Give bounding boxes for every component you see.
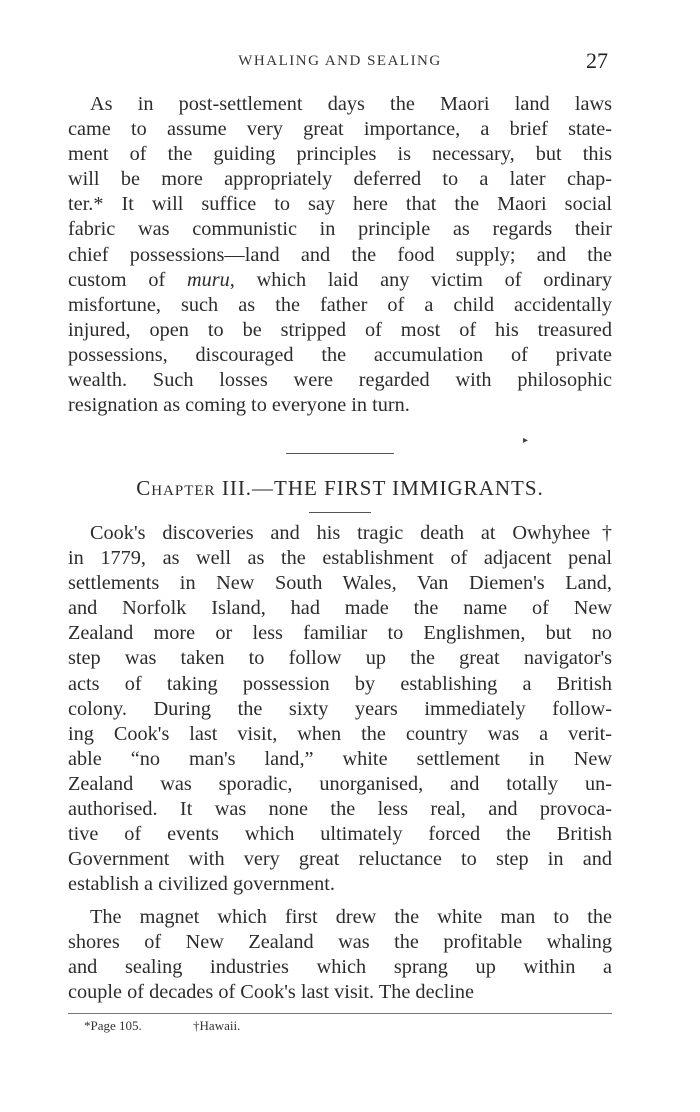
text-line: injured, open to be stripped of most of his treasured [68,318,612,341]
text-line: Government with very great reluctance to step in and [68,848,612,871]
text-line: ter.* It will suffice to say here that the Maori social [68,193,612,216]
text-line: The magnet which first drew the white man to the [90,906,612,928]
footnote-rule [68,1013,612,1014]
text-line: will be more appropriately deferred to a later chap- [68,168,612,191]
text-line: authorised. It was none the less real, and provoca- [68,798,612,821]
text-line: acts of taking possession by establishing a British [68,672,612,695]
text-line: establish a civilized government. [68,873,335,896]
section-divider [286,453,394,454]
text-line: Cook's discoveries and his tragic death at Owhyhee† [90,522,612,544]
paragraph-magnet [68,905,612,1005]
text-line: fabric was communistic in principle as regards their [68,218,612,241]
text-line: and sealing industries which sprang up within a [68,956,612,979]
text-line: shores of New Zealand was the profitable whaling [68,931,612,954]
text-line: tive of events which ultimately forced the British [68,823,612,846]
text-line: and Norfolk Island, had made the name of New [68,597,612,620]
text-line: settlements in New South Wales, Van Diemen's Land, [68,572,612,595]
footnotes [84,1018,288,1034]
paragraph-text [68,92,612,418]
paragraph-cooks-discoveries [68,521,612,897]
paragraph-text [68,521,612,897]
text-line: able “no man's land,” white settlement in New [68,747,612,770]
paragraph-maori-land-laws [68,92,612,418]
chapter-heading [68,476,612,501]
text-line: possessions, discouraged the accumulation of private [68,343,612,366]
text-line: ing Cook's last visit, when the country was a verit- [68,722,612,745]
running-title: WHALING AND SEALING [238,53,442,69]
running-head [68,50,612,74]
page-number: 27 [586,48,608,73]
chapter-title: III.—THE FIRST IMMIGRANTS. [215,476,544,500]
text-line: misfortune, such as the father of a child accidentally [68,293,612,316]
text-line: came to assume very great importance, a brief state- [68,118,612,141]
text-line: resignation as coming to everyone in turn. [68,394,410,417]
text-line: in 1779, as well as the establishment of adjacent penal [68,547,612,570]
text-line: Zealand was sporadic, unorganised, and totally un- [68,772,612,795]
text-line: Zealand more or less familiar to Englishmen, but no [68,622,612,645]
text-line: custom of muru, which laid any victim of ordinary [68,268,612,291]
footnote-page-ref: *Page 105. [84,1018,142,1033]
text-line: couple of decades of Cook's last visit. The decline [68,981,474,1004]
text-line: ment of the guiding principles is necessary, but this [68,143,612,166]
text-line: chief possessions—land and the food supply; and the [68,243,612,266]
footnote-hawaii: †Hawaii. [193,1018,241,1033]
text-line: As in post-settlement days the Maori land laws [90,93,612,115]
text-line: colony. During the sixty years immediately follow- [68,697,612,720]
print-speck: ▸ [523,435,529,446]
text-line: wealth. Such losses were regarded with philosophic [68,369,612,392]
text-line: step was taken to follow up the great navigator's [68,647,612,670]
paragraph-text [68,905,612,1005]
chapter-underline [309,512,371,513]
chapter-label: Chapter [136,476,216,500]
